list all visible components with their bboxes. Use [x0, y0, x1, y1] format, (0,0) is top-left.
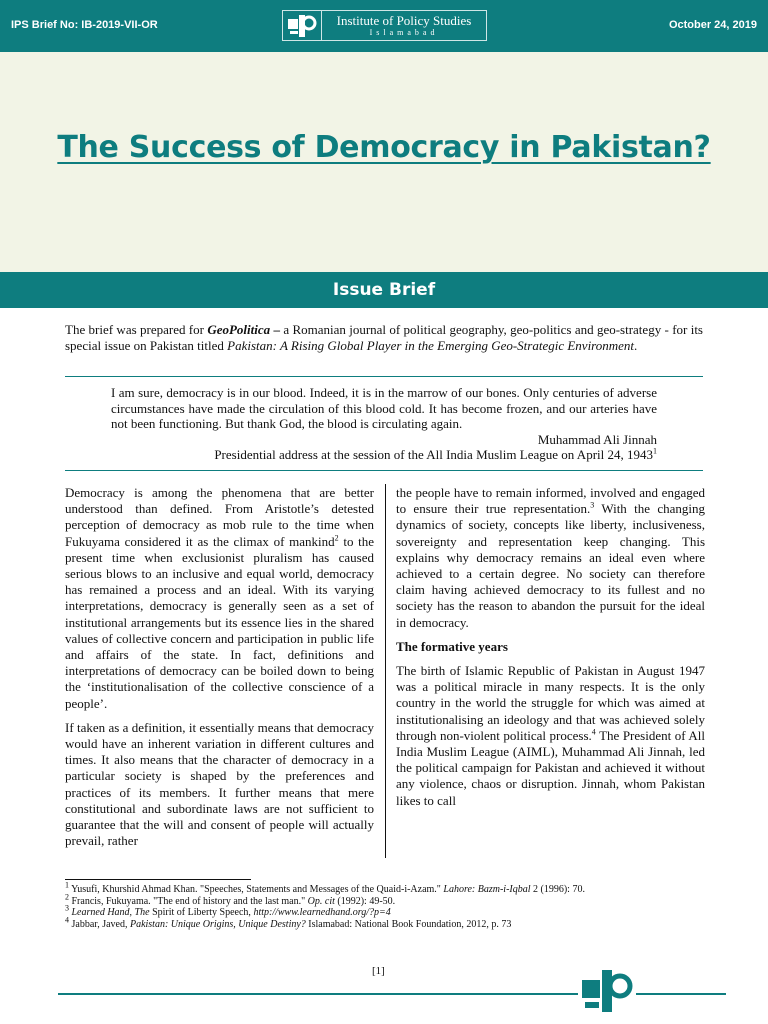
- footnote-3-link[interactable]: http://www.learnedhand.org/?p=4: [253, 907, 391, 918]
- footnotes: [65, 880, 725, 930]
- footnote-2: $^2$ Francis, Fukuyama. "The end of history and the last man." Op. cit (1992): 49-50.: [65, 892, 396, 907]
- footnote-1: $^1$ Yusufi, Khurshid Ahmad Khan. "Speeches, Statements and Messages of the Quaid-i-Azam." Lahore: Bazm-i-Iqbal 2 (1996): 70.: [65, 880, 585, 895]
- footer-rule-left: [58, 993, 578, 995]
- footnote-3: $^3$ Learned Hand, The Spirit of Liberty Speech, http://www.learnedhand.org/?p=4: [65, 903, 391, 918]
- column-divider: [385, 484, 386, 858]
- logo-city: Islamabad: [369, 28, 439, 37]
- title-banner: [0, 52, 768, 272]
- intro-desc: a Romanian journal of political geography, geo-politics and geo-strategy - for its special issue on Pakistan titled: [65, 322, 703, 353]
- ips-footer-emblem-icon: [580, 966, 634, 1016]
- column-right: [396, 485, 705, 817]
- top-header-bar: [0, 0, 768, 52]
- quote-source: Presidential address at the session of the All India Muslim League on April 24, 1943$^1$: [214, 446, 657, 462]
- footnote-4: $^4$ Jabbar, Javed, Pakistan: Unique Origins, Unique Destiny? Islamabad: National Book Foundation, 2012, p. 73: [65, 915, 512, 930]
- intro-dash: –: [270, 322, 284, 337]
- page-title: The Success of Democracy in Pakistan?: [57, 130, 711, 165]
- page-number: [1]: [372, 965, 385, 977]
- brief-number: IPS Brief No: IB-2019-VII-OR: [11, 19, 158, 31]
- intro-paragraph: [65, 322, 703, 353]
- quote-author: Muhammad Ali Jinnah: [537, 431, 657, 447]
- intro-end: .: [634, 337, 638, 353]
- quote-text: I am sure, democracy is in our blood. Indeed, it is in the marrow of our bones. Only centuries of adverse circumstances have made the circulation of this blood cold. It has become frozen, and our arteries have not been functioning. But thank God, the blood is circulating again.: [111, 385, 657, 431]
- divider-top: [65, 376, 703, 377]
- intro-prefix: The brief was prepared for: [65, 322, 208, 337]
- body-paragraph-4: The birth of Islamic Republic of Pakistan in August 1947 was a political miracle in many respects. It is the only country in the world the struggle for which was aimed at institutionalising an ideology and that was achieved solely through non-violent political process.$^4$ The President of All India Muslim League (AIML), Muhammad Ali Jinnah, led the political campaign for Pakistan and achieved it without any violence, chaos or disruption. Jinnah, whom Pakistan likes to call: [396, 663, 705, 808]
- divider-bottom: [65, 470, 703, 471]
- body-paragraph-2: If taken as a definition, it essentially means that democracy would have an inherent variation in different cultures and times. It also means that the character of democracy in a particular society is shaped by the preferences and practices of its members. It further means that mere constitutional and subordinate laws are not sufficient to guarantee that the will and consent of people will actually prevail, rather: [65, 719, 374, 849]
- publish-date: October 24, 2019: [668, 19, 757, 31]
- issue-brief-bar: Issue Brief: [0, 272, 768, 308]
- footer-rule-right: [636, 993, 726, 995]
- ips-logo: [282, 10, 487, 41]
- column-left: [65, 485, 374, 857]
- body-paragraph-3: the people have to remain informed, involved and engaged to ensure their true representation.$^3$ With the changing dynamics of society, concepts like liberty, inclusiveness, sovereignty and representation keep changing. This explains why democracy remains an ideal even where achieved to a certain degree. No society can therefore claim having achieved democracy to its fullest and no society has the reason to abandon the pursuit for the ideal in democracy.: [396, 485, 705, 630]
- body-paragraph-1: Democracy is among the phenomena that are better understood than defined. From Aristotle’s detested perception of democracy as mob rule to the time when Fukuyama considered it as the climax of mankind$^2$ to the present time when exclusionist pluralism has caused serious blows to an inclusive and equal world, democracy has remained a process and an ideal. With its varying interpretations, democracy is generally seen as a set of institutional arrangements but its essence lies in the shared values of collective concern and participation in public life and affairs of the state. In fact, definitions and interpretations of democracy can be boiled down to being the ‘institutionalisation of the collective conscience of a people’.: [65, 485, 375, 711]
- jinnah-quote: [111, 385, 657, 463]
- issue-title: Pakistan: A Rising Global Player in the Emerging Geo-Strategic Environment: [227, 337, 635, 353]
- section-heading: The formative years: [396, 638, 508, 654]
- journal-name: GeoPolitica: [207, 322, 271, 337]
- logo-title: Institute of Policy Studies: [336, 13, 472, 28]
- footnote-rule: [65, 879, 251, 880]
- ips-emblem-icon: [283, 11, 321, 40]
